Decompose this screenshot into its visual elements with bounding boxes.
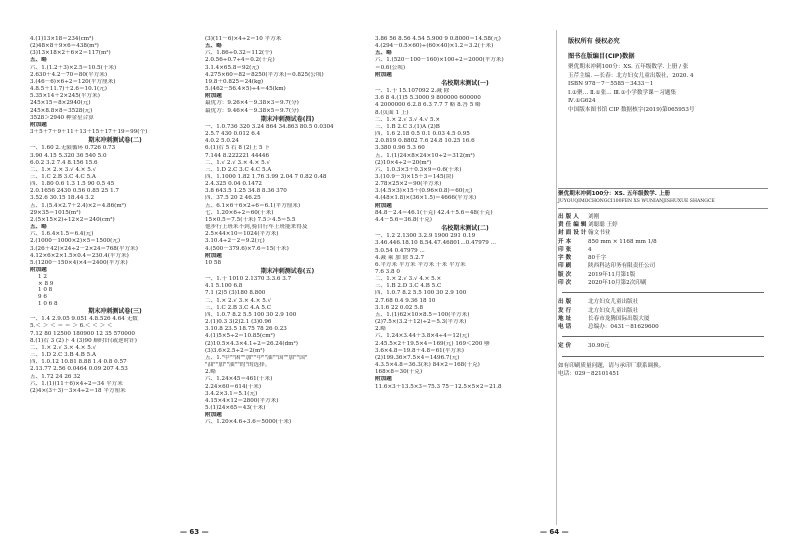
book-info-row [558,271,768,279]
test-3-title: 期末冲刺测试卷(三) [88,308,142,316]
cip-line: ISBN 978－7－5585－3433－1 [568,81,654,88]
answer-line: 3.4.2×3.1＝5.1(元) [205,390,258,397]
answer-line: 3.86 56 8.56 4.54 5.900 9 0.8000＝14.58(元) [375,36,501,42]
answer-line: 2.78×25×2＝90(平方米) [375,181,442,188]
answer-line: 7.1 (2)5 (3)180 8.800 [205,290,266,297]
answer-line: 2.(1)0.3 3(2)2.1 (3)0.96 [205,319,272,326]
publisher-row [558,307,768,315]
answer-line: 2.0.819 0.8802 7.6 24.8 10.25 16.6 [375,138,475,145]
answer-line: 2.13.77 2.56 0.0464 0.09 207 4.53 [30,366,128,373]
answer-line: 2.(1000－1000×2)×5＝1500(元) [30,238,121,245]
publisher-row-value: 总编办：0431－81629600 [588,324,659,331]
book-info-row-key: 封面设计 [558,230,589,237]
book-info-row [558,221,768,229]
answer-line: 4.减 乘 加 除 5.2.7 [375,254,425,261]
answer-line: 3.(10.9－3)×15＋3＝145(块) [375,173,454,180]
answer-line: 3.52.6 30.15 18.44 3.2 [30,195,95,202]
answer-line: 六、1.(1)(11＋6)×4÷2＝34 平方米 [30,380,123,387]
answer-line: 五、略 [205,43,222,50]
column-divider [556,30,557,525]
answer-line: 六、1.(1.2＋3)×2.5＝10.5(千米) [30,64,117,71]
answer-line: 4.0.2 5.0.24 [205,138,239,145]
price-row-value: 30.90元 [588,343,610,350]
answer-line: 3.46.446.18.10 8.54.47.46801...0.47979 ... [375,240,496,247]
book-info-row-key: 开本 [558,238,574,245]
answer-line: 84.8－2.4＝46.1(千克) 42.4＋5.6＝48(千克) [375,209,493,216]
answer-line: 五、1.72 24 26 32 [30,373,81,380]
book-info-row [558,213,768,221]
answer-line: 4.(48×1.8)×(36×1.5)＝4666(平方米) [375,195,477,202]
publisher-row-value: 北方妇女儿童出版社 [588,307,639,314]
answer-line: 3.6 8 4.(1)5 5.3000 9 800000 600000 [375,95,481,102]
answer-line: 附加题 [205,93,222,100]
publisher-row-value: 北方妇女儿童出版社 [588,299,639,306]
answer-line: 8.(页面 1 上) [375,109,409,116]
answer-line: 3.8 643.5 1.25 34.8 8.36 370 [205,188,287,195]
answer-line: 2.45.5×2＋19.5×4＝169(元) 169＜200 够 [375,340,490,347]
notice-line: 电话：029－82101451 [558,371,620,378]
answer-line: 四、1.0.12 10.81 8.88 1.4 0.8 0.57 [30,359,127,366]
publisher-row-key: 出版 [558,299,574,306]
answer-line: 五、1."中""困""加""中""油""国""加""国" [205,354,308,361]
answer-line: 4.15×4×12＝2800(平方米) [205,397,279,404]
answer-line: 245×15＝8×2940(元) [30,100,91,107]
answer-line: 二、1.× 2.√ 3.× 4.× 5.√ [30,344,97,351]
book-info-row [558,246,768,254]
answer-line: 3.10.8 23.5 18.75 78 26 0.23 [205,326,287,333]
answer-line: (3)3.6×2.5÷2＝2(m²) [205,347,265,354]
answer-line: 六、1.86÷0.32＝112(个) [205,50,273,57]
answer-line: 3.1.4×65.8＝92(元) [205,64,260,71]
answer-line: 7.144 8.222221 44446 [205,152,270,159]
answer-line: 四、1.0.7 8.2 5.5 100 30 2.9 100 [205,311,297,318]
answer-line: 3.(4.5×3)×15＋(0.96×0.8)＝60(元) [375,188,473,195]
answer-line: 一、1.千 1010 2.1370 3.3.6 3.7 [205,276,292,283]
price-row [558,342,768,350]
answer-line: 二、1.× 2.√ 3.√ 4.× 5.× [375,276,442,283]
answer-line: 一、1.2 2.1300 3.2.9 1900 291 0.19 [375,233,476,240]
publisher-row [558,315,768,323]
answer-line: 三、1.C 2.B 3.C 4.A 5.C [205,304,271,311]
answer-line: 三、1.C 2.B 3.C 4.C 5.A [30,173,96,180]
book-info-row-key: 字数 [558,255,574,262]
answer-line: 10 58 [205,259,222,266]
answer-line: 5.0.54 0.47979 ... [375,247,425,254]
page-number-left: — 63 — [180,528,209,536]
answer-line: 五、略 [375,50,392,57]
divider [562,292,764,293]
answer-line: 4.(1)5×5÷2＝10.85(cm²) [205,333,275,340]
answer-line: 四、1.6 2.18 0.5 0.1 0.03 4.5 0.95 [375,131,470,138]
answer-line: 245×8.8×8＝3528(元) [30,107,93,114]
answer-line: 六、1.20×4.6÷3.6＝5000(千米) [205,419,292,426]
answer-line: 一、1.0.736 320 3.24 864 34.863 80.5 0.0304 [205,123,334,130]
answer-line: 3.380 0.96 5.3 60 [375,145,425,152]
publisher-row-value: 长春市龙腾国际出版大厦 [588,315,650,322]
book-info-row-key: 责任编辑 [558,221,589,228]
book-info-row-value: 2020年10月第2次印刷 [588,280,647,286]
publisher-row-key: 地址 [558,315,574,322]
answer-line: 六、1.(520－100－160)×100÷2＝2000(平方米) [375,57,504,64]
notice-line: 如有印刷质量问题，请与承印厂联系调换。 [558,362,665,369]
answer-line: 三、1.B 2.D 3.C 4.B 5.C [375,283,442,290]
answer-line: 五、1.(1)24×8×24×10÷2＝312(m²) [375,152,475,159]
publisher-row-key: 发行 [558,307,574,314]
answer-line: 6.(1)右 5 右 8 (2)上 5 下 [205,145,270,152]
answer-line: (2)10×4÷2＝20(m²) [375,159,432,166]
book-info-row-value: 刘刚 [588,213,600,220]
answer-line: 5.(1)24×65＝43(千米) [205,404,266,411]
answer-line: 7.12 80 12500 180900 12 35 570000 [30,330,135,337]
answer-line: 五、略 [30,224,47,231]
answer-line: 15×0.5＝7.5(千米) 7.5＞4.5＝5.5 [205,216,296,223]
answer-line: 六、1.24×3.44＋3.8×4÷4＝12(元) [375,333,470,340]
answer-line: 4.1 5.100 6.8 [205,283,243,290]
calc-line: 1 2 [38,274,47,281]
book-info-row-value: 刘聪聪 王婷 [588,221,618,228]
answer-line: 一、1.4 2.9.05 9.051 4.8.526 4.64 无数 [30,316,138,323]
book-subtitle: JUYOUQIMOCHONGCI100FEN XS WUNIANJISHUXUE SHANGCE [558,199,715,205]
answer-line: 29×35＝1015(m²) [30,209,81,216]
answer-line: 最优方：9.26×4－9.38×3＝9.7(分) [205,100,299,107]
publisher-row-key: 电话 [558,324,574,331]
answer-line: 3528＞2940 种金星合算 [30,114,94,121]
answer-line: (3)13×18×2＋6×2＝117(m²) [30,50,111,57]
answer-line: 2.5.7 430 0.012 6.4 [205,131,261,138]
answer-line: 6.平方米 平方米 平方米 千米 平方米 [375,261,466,268]
cip-title: 图书在版编目(CIP)数据 [568,53,635,61]
page-number-right: — 64 — [540,528,569,536]
answer-line: 2.7.68 0.4 9.36 18 10 [375,297,436,304]
answer-line: 19.8＋0.825＝24(kg) [205,78,264,85]
answer-column-1 [30,0,200,560]
book-info-row-key: 出版人 [558,213,581,220]
answer-line: 2.略 [375,326,386,333]
answer-column-3 [375,0,555,560]
answer-line: (2)48×8＋9×6＝438(m²) [30,43,99,50]
answer-line: 附加题 [375,376,392,383]
answer-line: 3.1.6 22 0.02 5.8 [375,304,424,311]
answer-line: 5.35×14＋2×245(平方米) [30,93,100,100]
divider [562,336,764,337]
book-info-row-key: 印张 [558,246,574,253]
answer-line: "油""加""油""的"的选择。 [205,362,271,369]
book-info-row [558,238,768,246]
answer-line: (2)199.36×7.5×4＝1496.7(元) [375,354,460,361]
answer-line: 4.(1)13×18＝234(cm²) [30,36,94,42]
school-test-2-title: 名校期末测试(二) [441,225,489,233]
book-info-row-key: 印次 [558,280,574,286]
answer-line: 四、1.80 0.6 1.3 1.5 90 0.5 45 [30,181,115,188]
publisher-row [558,298,768,306]
test-5-title: 期末冲刺测试卷(五) [260,268,315,275]
book-title-block [558,188,768,208]
answer-line: 附加题 [205,412,222,419]
answer-line: 六、1.24×45＝461(千米) [205,376,273,383]
cip-line: Ⅰ.①聚… Ⅱ.①张… Ⅲ.①小学数学课－习题集 [568,89,677,96]
book-info-row-key: 印刷 [558,263,574,270]
answer-line: 2.0.1656 2430 0.56 0.85 25 1.7 [30,188,119,195]
answer-line: 最优方：9.46×4－9.38×5＝9.7(分) [205,107,299,114]
answer-line: 3.90 4.15 5.320 36 540 5.0 [30,152,107,159]
answer-line: (3)(11－6)×4÷2＝10 平方米 [205,36,282,42]
calc-line: 1 0 6 8 [38,300,58,307]
answer-line: 四、1.1000 1.82 1.76 3.99 2.04 7 0.82 0.48 [205,173,327,180]
book-info-row [558,229,768,237]
answer-line: 5.(1200－150×4)×4＝2400(平方米) [30,259,128,266]
cip-line: Ⅳ.①G624 [568,98,596,105]
answer-line: 二、1.√ 2.√ 3.× 4.× 5.√ [205,159,271,166]
calc-line: 9 6 [38,293,47,300]
answer-line: 一、1.十 15.107092 2.减 除 [375,88,450,95]
answer-line: 五、略 [30,57,47,64]
answer-line: 3.(26＋42)×24÷2－2×24＝768(平方米) [30,245,138,252]
answer-line: 三、1.D 2.C 3.B 4.B 5.A [30,352,97,359]
answer-line: 三、1.B 2.C 3.(1)A (2)B [375,123,440,130]
book-info-row-value: 2019年11月第1版 [588,271,636,278]
answer-line: 二、1.× 2.√ 3.√ 4.√ 5.× [375,116,441,123]
answer-line: 2.24×60＝614(千米) [205,383,262,390]
answer-line: 4.(500－379.6)×7.6＝15(千米) [205,245,289,252]
book-info-row [558,262,768,270]
answer-line: 六、1.6.4×1.5＝6.4(元) [30,231,94,238]
answer-line: 二、1.× 2.× 3.√ 4.× 5.√ [30,166,97,173]
answer-column-2 [205,0,370,560]
divider [562,356,764,357]
book-title: 聚优期末冲刺100分：XS. 五年级数学. 上册 [558,191,671,198]
answer-line: 2.略 [205,369,216,376]
answer-line: 附加题 [30,121,47,128]
vertical-calculation [38,274,200,307]
calc-line: × 8 9 [38,280,54,287]
answer-line: 4 2000000 6.2.8 6.3 7.7 7 略 8.答 5 略 [375,102,481,109]
answer-line: 附加题 [375,71,392,78]
answer-line: 附加题 [205,252,222,259]
book-info-row-value: 翰文书业 [588,230,611,237]
answer-line: (2)10.5×4.3×4.1÷2＝26.24(dm²) [205,340,298,347]
test-2-title: 期末冲刺测试卷(二) [88,137,142,145]
school-test-1-title: 名校期末测试(一) [441,79,489,87]
book-info-row-value: 850 mm × 1168 mm 1/8 [588,238,657,245]
answer-line: 他步行上班米不到,骑自行车上班能来得及 [205,224,308,231]
cip-line: 聚优期末冲刺100分：XS. 五年级数学. 上册 / 张 [568,64,689,71]
answer-line: (2)7.5×(3.2＋12)÷2＝5.3(平方米) [375,319,467,326]
answer-line: 6.0.2 3.2 7.4 8.156 15.6 [30,159,98,166]
answer-line: 4.12×6×2×1.5×0.4＝230.4(平方米) [30,252,129,259]
answer-line: 附加题 [375,202,392,209]
answer-line: 5.＜ ＞ ＜ ＝ ＝ ＞ 6.＜ ＜ ＞ ＜ [30,323,113,330]
colophon-column [558,0,768,560]
answer-line: 4.4－5.6＝36.8(千克) [375,216,432,223]
answer-line: 三、1.D 2.C 3.C 4.C 5.A [205,166,272,173]
answer-line: 四、37.5 20 2 46.25 [205,195,261,202]
book-info-row-value: 80千字 [588,255,607,262]
answer-line: ＝0.6(公顷) [375,64,406,71]
answer-line: 五、1.(5.4×2.7＋2.4)×2＝4.86(m²) [30,202,127,209]
answer-line: 11.6×3＋13.5×3＝75.3 75－12.5×5×2＝21.8 [375,383,502,390]
test-4-title: 期末冲刺测试卷(四) [260,115,315,123]
book-info-row-value: 4 [588,246,592,253]
answer-line: 六、1.0.3×3＋0.3×9＝0.6(千米) [375,166,462,173]
answer-line: 4.8.5＋11.7)＋2.6＝10.1(元) [30,86,107,93]
answer-line: 附加题 [30,267,47,273]
answer-line: 一、1.60 2.无限循环 0.726 0.73 [30,145,116,152]
answer-line: 五、6.1×6＋6×2÷6＝6.1(平方厘米) [205,202,301,209]
answer-line: 2.5×44×10＝1024(平方米) [205,231,279,238]
answer-line: 四、1.0.7 8.2 5.5 100 30 2.9 100 [375,290,467,297]
answer-line: 4.275×60＝82＝8250(平方米)＝0.825(公顷) [205,71,324,78]
answer-line: (2)4×(3＋3)－3×4÷2＝18 平方厘米 [30,387,126,394]
book-info-row [558,279,768,287]
answer-line: 4.(294－0.5×60)÷(60×40)×1.2＝3.2(千米) [375,43,494,50]
answer-line: 4.3.5×4.8＝36.3(米) 84×2＝168(千克) [375,362,480,369]
answer-line: 8.(1)右 3 (2)下 4 (3)90 顺时针(或逆时针) [30,337,137,344]
answer-line: 五、1.(1)62×10×8.5＝100(平方米) [375,311,470,318]
rights-notice: 版权所有 侵权必究 [568,38,620,45]
price-row-key: 定价 [558,343,574,350]
answer-line: 七、1.20×6÷2＝60(千米) [205,209,274,216]
answer-line: 168×8＝30(千克) [375,369,423,376]
book-info-row-value: 陕西科达印务有限责任公司 [588,263,656,270]
cip-line: 玉芹主编. —长春：北方妇女儿童出版社，2020. 4 [568,72,694,79]
answer-line: 3＋5＋7＋9＋11＋13＋15＋17＋19＝99(个) [30,129,148,136]
answer-line: 2.630＋4.2－70＝80(平方米) [30,71,108,78]
answer-line: 3.10.4÷2－2＝9.2(元) [205,238,265,245]
answer-line: 二、1.× 2.√ 3.× 4.× 5.√ [205,297,272,304]
cip-line: 中国版本图书馆 CIP 数据核字(2019)第065953号 [568,106,695,113]
calc-line: 1 0 8 [38,287,53,294]
answer-line: 2.4.325 0.04 0.1472 [205,181,262,188]
answer-line: 3.6×4.8＝19.8＋4.8＝61(平方米) [375,347,464,354]
book-info-row-key: 版次 [558,271,574,278]
answer-line: 2.(5×15×2)÷12×2＝240(cm²) [30,216,115,223]
answer-line: 5.(462－56.4×5)÷4＝45(km) [205,86,286,93]
book-info-row [558,254,768,262]
publisher-row [558,323,768,331]
answer-line: 3.(46－6)×6÷2＝120(平方厘米) [30,78,116,85]
answer-line: 7.6 3.8 0 [375,269,400,275]
answer-line: 2.0.56÷0.7÷4＝0.2(千克) [205,57,275,64]
